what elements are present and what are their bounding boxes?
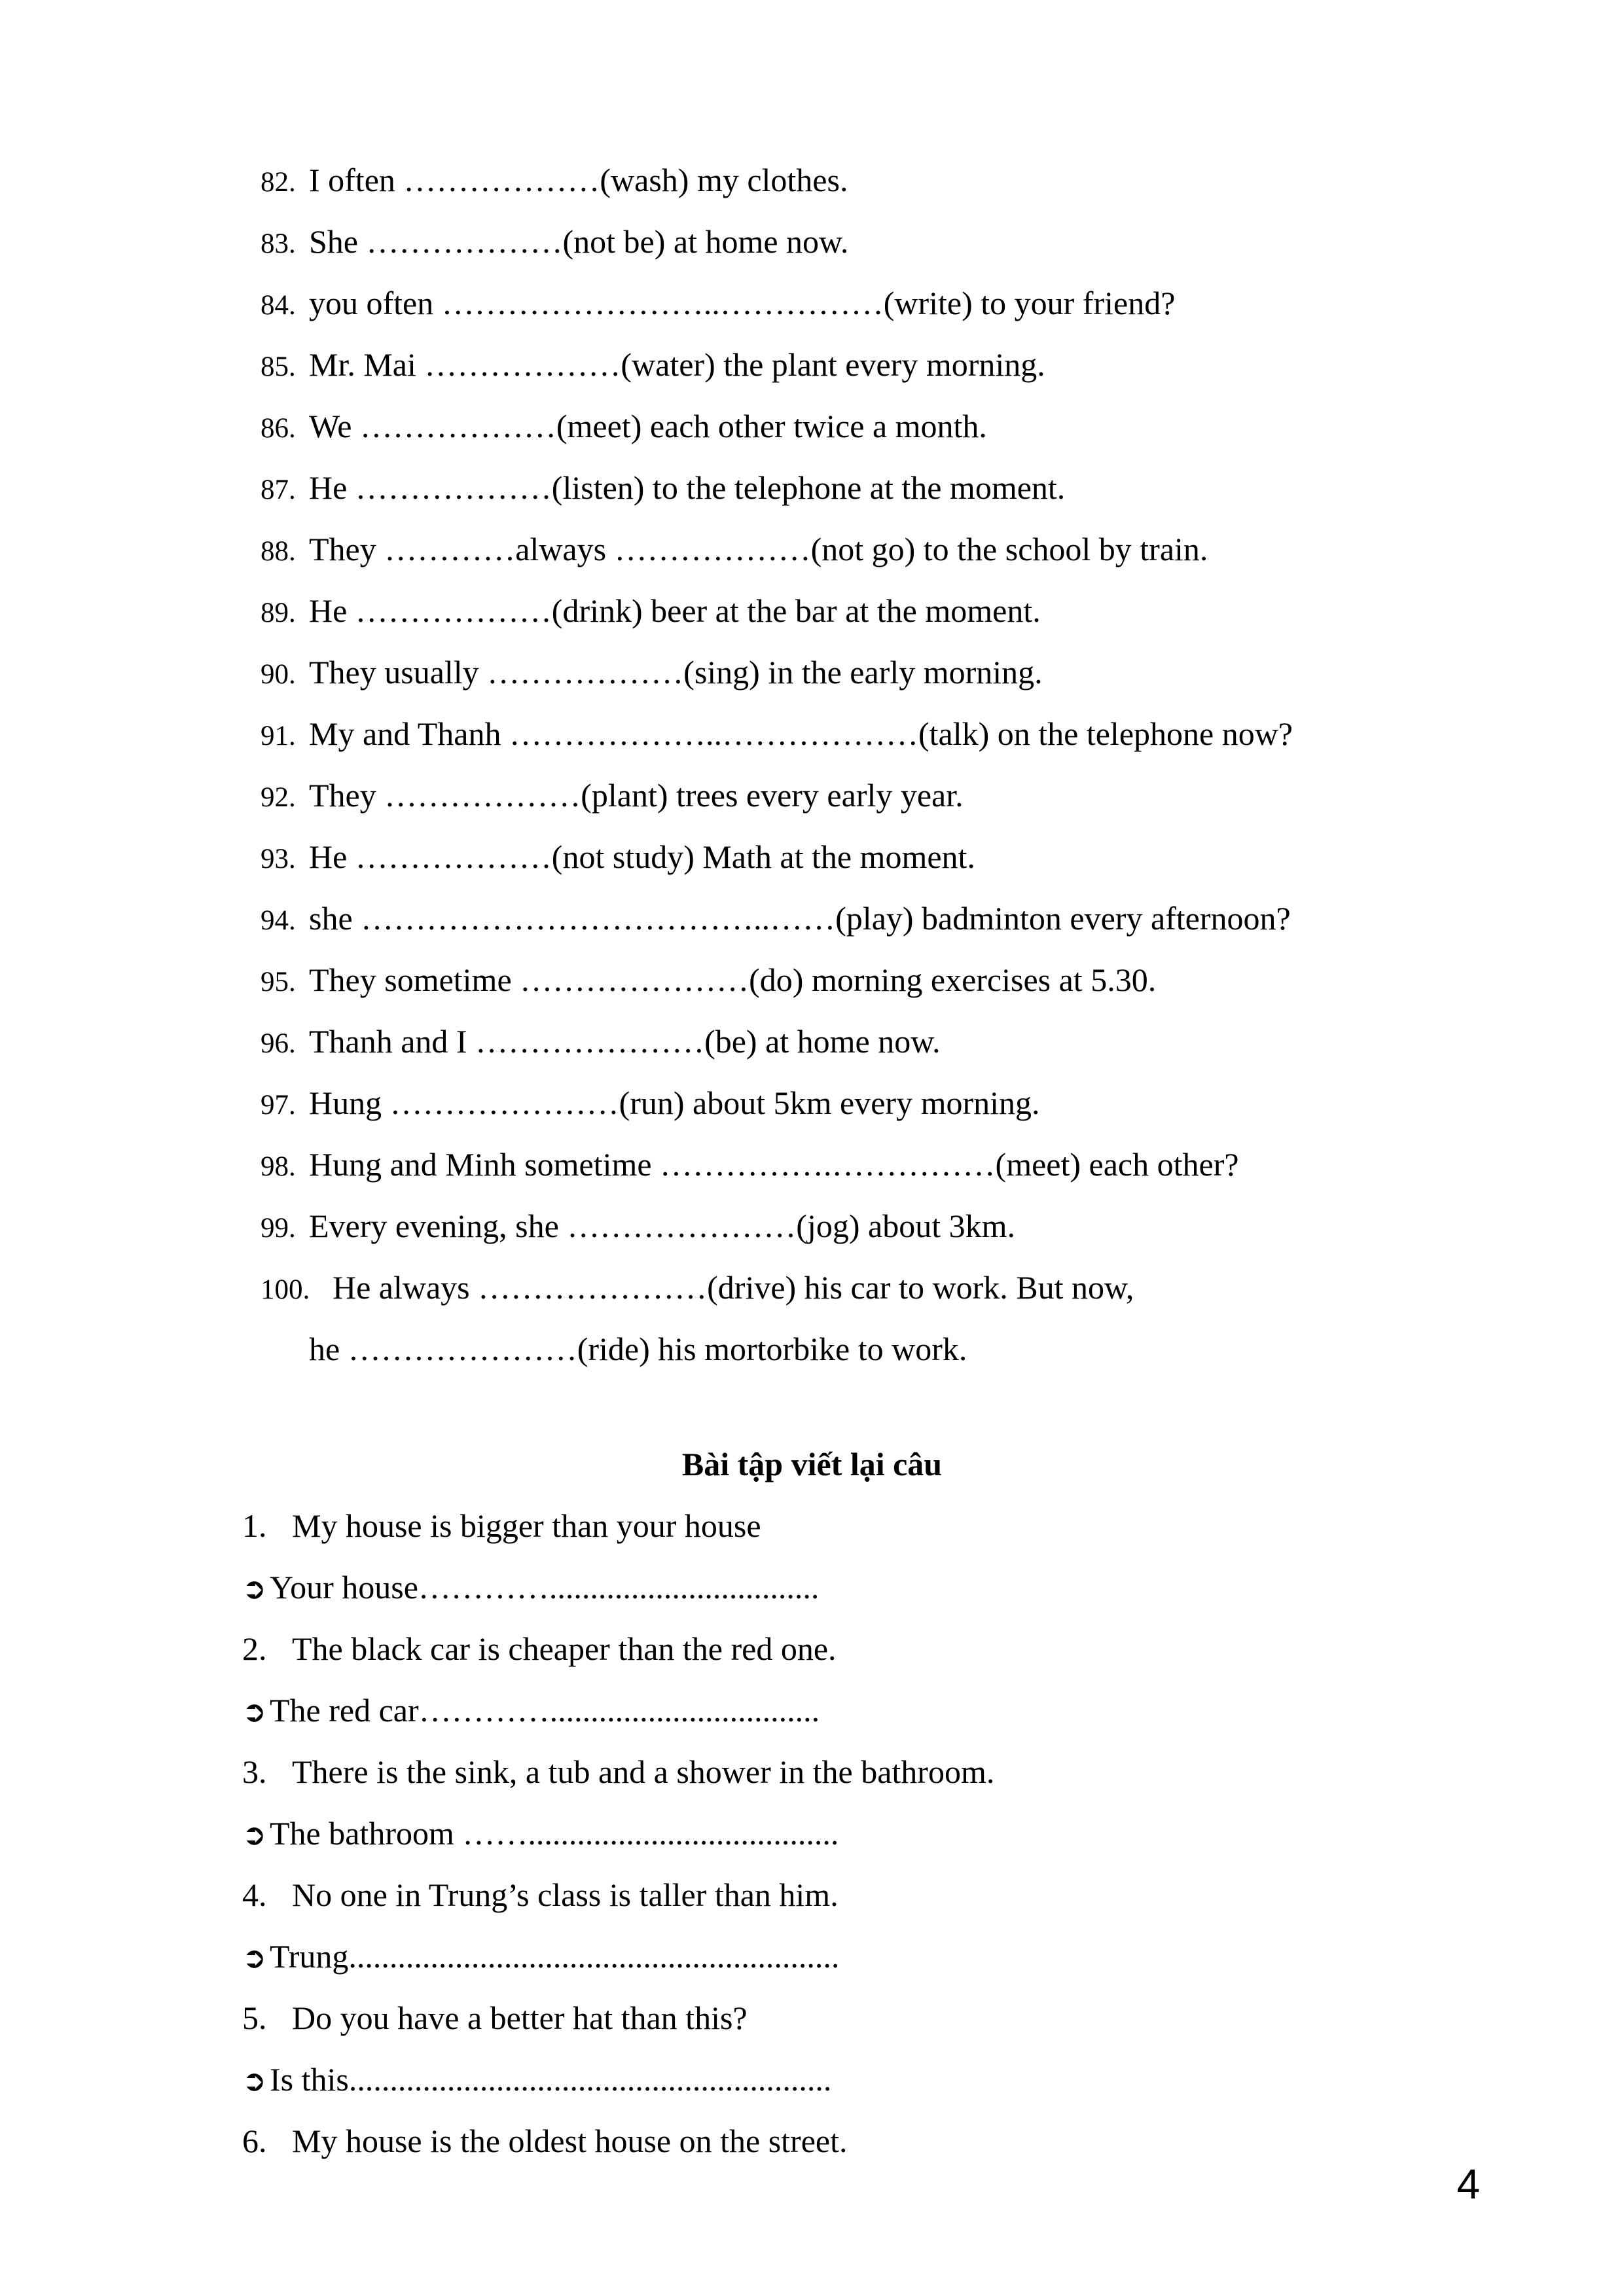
exercise-number: 92. <box>261 782 296 813</box>
exercise-item <box>261 457 1537 518</box>
exercise-item <box>261 518 1537 580</box>
arrow-icon: ➲ <box>242 2064 266 2098</box>
exercise-item <box>261 1195 1537 1257</box>
answer-prompt: The bathroom ……...................................... <box>270 1815 839 1852</box>
exercise-text: I often ………………(wash) my clothes. <box>309 162 848 198</box>
exercise-number: 91. <box>261 721 296 751</box>
exercise-item <box>261 1257 1537 1318</box>
exercise-item <box>261 272 1537 334</box>
rewrite-answer <box>242 1803 1551 1864</box>
exercise-number: 96. <box>261 1028 296 1059</box>
exercise-item <box>261 149 1537 211</box>
exercise-number: 94. <box>261 905 296 936</box>
exercise-item <box>261 395 1537 457</box>
exercise-text: He ………………(not study) Math at the moment. <box>309 838 975 875</box>
rewrite-answer <box>242 2049 1551 2110</box>
exercise-text: They ………………(plant) trees every early year. <box>309 777 964 814</box>
exercise-number: 84. <box>261 290 296 321</box>
sentence-text: No one in Trung’s class is taller than him. <box>292 1876 839 1913</box>
exercise-number: 95. <box>261 967 296 997</box>
rewrite-list <box>242 1495 1551 2172</box>
exercise-continuation: he …………………(ride) his mortorbike to work. <box>309 1331 967 1367</box>
exercise-item <box>261 826 1537 888</box>
exercise-item <box>261 211 1537 272</box>
rewrite-sentence <box>242 1495 1551 1556</box>
sentence-text: My house is the oldest house on the street. <box>292 2123 848 2159</box>
rewrite-number: 2. <box>242 1630 267 1667</box>
rewrite-sentence <box>242 1741 1551 1803</box>
exercise-item <box>261 888 1537 949</box>
exercise-item <box>261 1134 1537 1195</box>
answer-prompt: Your house…………................................. <box>270 1569 820 1605</box>
rewrite-sentence <box>242 1618 1551 1679</box>
exercise-number: 85. <box>261 351 296 382</box>
exercise-text: They …………always ………………(not go) to the school by train. <box>309 531 1208 567</box>
exercise-item <box>261 334 1537 395</box>
rewrite-number: 5. <box>242 2000 267 2036</box>
exercise-text: He ………………(drink) beer at the bar at the moment. <box>309 592 1041 629</box>
exercise-text: Hung and Minh sometime …………….……………(meet) each other? <box>309 1146 1239 1183</box>
rewrite-sentence <box>242 1864 1551 1926</box>
exercise-item <box>261 949 1537 1011</box>
exercise-text: They sometime …………………(do) morning exercises at 5.30. <box>309 961 1157 998</box>
exercise-number: 97. <box>261 1090 296 1121</box>
exercise-item <box>261 641 1537 703</box>
exercise-number: 87. <box>261 475 296 505</box>
exercise-text: Mr. Mai ………………(water) the plant every morning. <box>309 346 1045 383</box>
exercise-text: She ………………(not be) at home now. <box>309 223 849 260</box>
exercise-text: you often ……………………..……………(write) to your friend? <box>309 285 1176 321</box>
sentence-text: The black car is cheaper than the red one. <box>292 1630 837 1667</box>
arrow-icon: ➲ <box>242 1818 266 1852</box>
arrow-icon: ➲ <box>242 1572 266 1605</box>
exercise-item <box>261 1072 1537 1134</box>
exercise-text: They usually ………………(sing) in the early morning. <box>309 654 1043 691</box>
answer-prompt: The red car…………................................. <box>270 1692 820 1729</box>
sentence-text: There is the sink, a tub and a shower in the bathroom. <box>292 1753 995 1790</box>
exercise-text: He always …………………(drive) his car to work. But now, <box>333 1269 1134 1306</box>
rewrite-number: 1. <box>242 1507 267 1544</box>
exercise-number: 98. <box>261 1151 296 1182</box>
exercise-number: 82. <box>261 167 296 198</box>
rewrite-answer <box>242 1926 1551 1987</box>
arrow-icon: ➲ <box>242 1695 266 1729</box>
exercise-item <box>261 580 1537 641</box>
exercise-item <box>261 703 1537 764</box>
rewrite-answer <box>242 1556 1551 1618</box>
sentence-text: My house is bigger than your house <box>292 1507 761 1544</box>
rewrite-answer <box>242 1679 1551 1741</box>
exercise-item <box>261 764 1537 826</box>
sentence-text: Do you have a better hat than this? <box>292 2000 748 2036</box>
answer-prompt: Is this........................................................... <box>270 2061 832 2098</box>
exercise-number: 90. <box>261 659 296 690</box>
rewrite-number: 3. <box>242 1753 267 1790</box>
exercise-text: Hung …………………(run) about 5km every morning. <box>309 1085 1040 1121</box>
exercise-number: 88. <box>261 536 296 567</box>
arrow-icon: ➲ <box>242 1941 266 1975</box>
exercise-number: 86. <box>261 413 296 444</box>
exercise-text: He ………………(listen) to the telephone at the moment. <box>309 469 1066 506</box>
exercise-number: 100. <box>261 1274 310 1305</box>
exercise-number: 99. <box>261 1213 296 1244</box>
exercise-text: We ………………(meet) each other twice a month. <box>309 408 987 444</box>
exercise-item <box>261 1011 1537 1072</box>
exercise-list <box>261 149 1537 1380</box>
exercise-number: 93. <box>261 844 296 874</box>
rewrite-number: 4. <box>242 1876 267 1913</box>
exercise-number: 89. <box>261 598 296 628</box>
answer-prompt: Trung............................................................ <box>270 1938 840 1975</box>
rewrite-sentence <box>242 2110 1551 2172</box>
exercise-text: Thanh and I …………………(be) at home now. <box>309 1023 941 1060</box>
rewrite-sentence <box>242 1987 1551 2049</box>
page-number: 4 <box>1456 2161 1480 2208</box>
exercise-number: 83. <box>261 228 296 259</box>
exercise-text: My and Thanh ………………..………………(talk) on the telephone now? <box>309 715 1293 752</box>
rewrite-number: 6. <box>242 2123 267 2159</box>
section-title: Bài tập viết lại câu <box>681 1446 943 1482</box>
exercise-text: she ………………………………..……(play) badminton every afternoon? <box>309 900 1291 937</box>
exercise-text: Every evening, she …………………(jog) about 3km. <box>309 1208 1015 1244</box>
